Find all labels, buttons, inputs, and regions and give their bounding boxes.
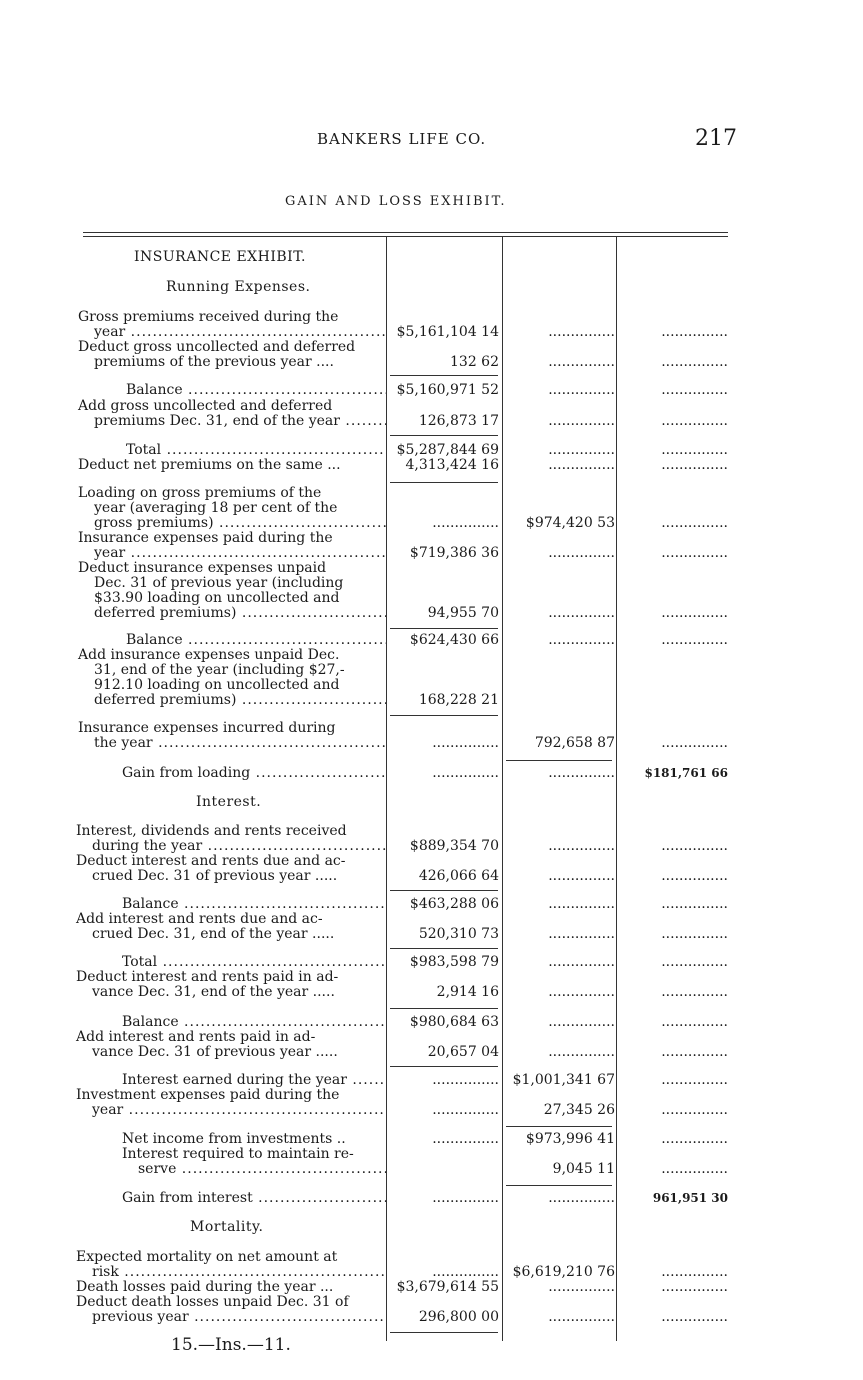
label-line: premiums of the previous year .... [94, 355, 334, 370]
subtotal-rule [506, 760, 612, 761]
top-rule-2 [83, 236, 728, 237]
subtotal-rule [390, 1332, 498, 1333]
amount-c2: ............... [548, 954, 615, 970]
amount-c2: ............... [548, 838, 615, 854]
amount-c3: ............... [661, 926, 728, 942]
amount-c2: ............... [548, 1014, 615, 1030]
label-line: Deduct net premiums on the same ... [78, 458, 341, 473]
label-line: Deduct gross uncollected and deferred [78, 340, 356, 355]
label-line: serve ..... [74, 1162, 386, 1177]
amount-c3: 961,951 30 [652, 1191, 728, 1205]
label-line: 912.10 loading on uncollected and [94, 678, 340, 693]
heading-text: Interest. [196, 795, 262, 810]
amount-c1: ............... [432, 765, 499, 781]
row-label [74, 1295, 386, 1325]
subtotal-rule [390, 482, 498, 483]
column-divider-3 [616, 236, 617, 1341]
amount-c1: $889,354 70 [409, 838, 499, 854]
label-line: gross premiums) ..... [74, 516, 386, 531]
amount-c2: 27,345 26 [543, 1102, 615, 1118]
amount-c1: ............... [432, 1264, 499, 1280]
amount-c3: ............... [661, 515, 728, 531]
amount-c3: ............... [661, 605, 728, 621]
heading-text: INSURANCE EXHIBIT. [134, 250, 306, 265]
label-line: year ..... [74, 546, 386, 561]
label-line: $33.90 loading on uncollected and [94, 591, 340, 606]
row-label [74, 1088, 386, 1118]
amount-c2: ............... [548, 382, 615, 398]
label-line: Deduct interest and rents due and ac- [76, 854, 346, 869]
row-label [74, 897, 386, 912]
label-line: 31, end of the year (including $27,- [94, 663, 345, 678]
amount-c3: ............... [661, 457, 728, 473]
amount-c2: ............... [548, 984, 615, 1000]
amount-c2: ............... [548, 1309, 615, 1325]
amount-c2: 9,045 11 [552, 1161, 615, 1177]
amount-c1: $624,430 66 [409, 632, 499, 648]
label-line: Add interest and rents paid in ad- [76, 1030, 316, 1045]
amount-c1: ............... [432, 1072, 499, 1088]
label-line: crued Dec. 31 of previous year ..... [92, 869, 338, 884]
label-line: premiums Dec. 31, end of the year ..... [74, 414, 386, 429]
label-line: Balance ..... [74, 1015, 386, 1030]
amount-c1: $5,287,844 69 [396, 442, 499, 458]
label-line: vance Dec. 31 of previous year ..... [92, 1045, 338, 1060]
row-label [74, 399, 386, 429]
label-line: Gross premiums received during the [78, 310, 339, 325]
amount-c2: ............... [548, 605, 615, 621]
amount-c1: $5,160,971 52 [396, 382, 499, 398]
row-label [74, 1073, 386, 1088]
row-label [74, 1132, 386, 1147]
label-line: Insurance expenses incurred during [78, 721, 336, 736]
amount-c2: ............... [548, 1279, 615, 1295]
amount-c3: ............... [661, 1279, 728, 1295]
row-label [74, 1030, 386, 1060]
amount-c2: ............... [548, 632, 615, 648]
label-line: Add gross uncollected and deferred [78, 399, 333, 414]
row-label [74, 721, 386, 751]
subtotal-rule [390, 1008, 498, 1009]
subtotal-rule [390, 375, 498, 376]
label-line: Net income from investments .. [122, 1132, 346, 1147]
row-label [74, 766, 386, 781]
amount-c2: ............... [548, 896, 615, 912]
amount-c2: $974,420 53 [525, 515, 615, 531]
row-label [74, 824, 386, 854]
label-line: year (averaging 18 per cent of the [94, 501, 338, 516]
amount-c1: ............... [432, 735, 499, 751]
amount-c2: ............... [548, 457, 615, 473]
amount-c3: ............... [661, 984, 728, 1000]
label-line: Gain from loading ..... [74, 766, 386, 781]
top-rule-1 [83, 232, 728, 233]
amount-c1: ............... [432, 1190, 499, 1206]
label-line: risk ..... [74, 1265, 386, 1280]
subtotal-rule [390, 890, 498, 891]
label-line: Loading on gross premiums of the [78, 486, 322, 501]
subtotal-rule [390, 948, 498, 949]
amount-c3: ............... [661, 1102, 728, 1118]
heading-text: Running Expenses. [166, 280, 311, 295]
row-label [74, 648, 386, 708]
page-number: 217 [695, 126, 737, 151]
label-line: Balance ..... [74, 383, 386, 398]
amount-c1: 126,873 17 [418, 413, 499, 429]
amount-c3: ............... [661, 632, 728, 648]
label-line: Interest, dividends and rents received [76, 824, 347, 839]
amount-c1: 426,066 64 [418, 868, 499, 884]
amount-c2: ............... [548, 413, 615, 429]
amount-c3: ............... [661, 735, 728, 751]
label-line: during the year ..... [74, 839, 386, 854]
label-line: the year ..... [74, 736, 386, 751]
subtotal-rule [390, 715, 498, 716]
label-line: Interest earned during the year ..... [74, 1073, 386, 1088]
row-label [74, 1191, 386, 1206]
amount-c2: ............... [548, 545, 615, 561]
label-line: Gain from interest ..... [74, 1191, 386, 1206]
amount-c1: 132 62 [450, 354, 499, 370]
amount-c3: ............... [661, 442, 728, 458]
amount-c3: ............... [661, 545, 728, 561]
label-line: Deduct death losses unpaid Dec. 31 of [76, 1295, 349, 1310]
amount-c1: 168,228 21 [418, 692, 499, 708]
amount-c2: $973,996 41 [525, 1131, 615, 1147]
row-label [74, 1147, 386, 1177]
label-line: year ..... [74, 1103, 386, 1118]
amount-c2: $6,619,210 76 [512, 1264, 615, 1280]
label-line: Deduct interest and rents paid in ad- [76, 970, 339, 985]
amount-c3: ............... [661, 1072, 728, 1088]
amount-c3: ............... [661, 382, 728, 398]
amount-c1: $463,288 06 [409, 896, 499, 912]
amount-c1: 4,313,424 16 [405, 457, 499, 473]
row-label [74, 250, 386, 265]
heading-text: Mortality. [190, 1220, 264, 1235]
amount-c1: ............... [432, 1102, 499, 1118]
row-label [74, 458, 386, 473]
amount-c3: ............... [661, 324, 728, 340]
label-line: Interest required to maintain re- [122, 1147, 354, 1162]
row-label [74, 531, 386, 561]
row-label [74, 633, 386, 648]
subtotal-rule [390, 1066, 498, 1067]
amount-c3: ............... [661, 1131, 728, 1147]
amount-c3: ............... [661, 1264, 728, 1280]
row-label [74, 1015, 386, 1030]
label-line: Insurance expenses paid during the [78, 531, 333, 546]
amount-c1: $983,598 79 [409, 954, 499, 970]
amount-c3: ............... [661, 954, 728, 970]
amount-c2: ............... [548, 1044, 615, 1060]
row-label [74, 1280, 386, 1295]
label-line: Investment expenses paid during the [76, 1088, 340, 1103]
label-line: Total ..... [74, 443, 386, 458]
amount-c2: ............... [548, 926, 615, 942]
row-label [74, 561, 386, 621]
amount-c1: $980,684 63 [409, 1014, 499, 1030]
amount-c1: $3,679,614 55 [396, 1279, 499, 1295]
amount-c1: 520,310 73 [418, 926, 499, 942]
label-line: Death losses paid during the year ... [76, 1280, 334, 1295]
label-line: previous year ..... [74, 1310, 386, 1325]
amount-c3: ............... [661, 896, 728, 912]
row-label [74, 912, 386, 942]
row-label [74, 854, 386, 884]
amount-c1: 2,914 16 [436, 984, 499, 1000]
amount-c1: $5,161,104 14 [396, 324, 499, 340]
label-line: Balance ..... [74, 633, 386, 648]
label-line: crued Dec. 31, end of the year ..... [92, 927, 335, 942]
page-header [0, 126, 863, 156]
amount-c2: ............... [548, 1190, 615, 1206]
subtotal-rule [390, 435, 498, 436]
row-label [74, 443, 386, 458]
amount-c3: ............... [661, 354, 728, 370]
label-line: Dec. 31 of previous year (including [94, 576, 344, 591]
amount-c1: 20,657 04 [427, 1044, 499, 1060]
amount-c2: ............... [548, 868, 615, 884]
row-label [74, 280, 386, 295]
amount-c3: ............... [661, 1014, 728, 1030]
label-line: deferred premiums) ..... [74, 606, 386, 621]
label-line: Add insurance expenses unpaid Dec. [78, 648, 340, 663]
label-line: Total ..... [74, 955, 386, 970]
amount-c1: 94,955 70 [427, 605, 499, 621]
subtotal-rule [506, 1185, 612, 1186]
amount-c3: $181,761 66 [644, 766, 728, 780]
amount-c2: ............... [548, 354, 615, 370]
label-line: deferred premiums) ..... [74, 693, 386, 708]
label-line: vance Dec. 31, end of the year ..... [92, 985, 335, 1000]
amount-c3: ............... [661, 1044, 728, 1060]
amount-c1: ............... [432, 515, 499, 531]
page-footer: 15.—Ins.—11. [171, 1335, 291, 1355]
label-line: Deduct insurance expenses unpaid [78, 561, 327, 576]
amount-c3: ............... [661, 868, 728, 884]
amount-c3: ............... [661, 1161, 728, 1177]
label-line: Add interest and rents due and ac- [76, 912, 323, 927]
amount-c2: $1,001,341 67 [512, 1072, 615, 1088]
exhibit-title: GAIN AND LOSS EXHIBIT. [285, 194, 507, 209]
amount-c1: ............... [432, 1131, 499, 1147]
amount-c1: 296,800 00 [418, 1309, 499, 1325]
label-line: Expected mortality on net amount at [76, 1250, 338, 1265]
row-label [74, 486, 386, 531]
amount-c1: $719,386 36 [409, 545, 499, 561]
row-label [74, 310, 386, 340]
amount-c3: ............... [661, 1309, 728, 1325]
amount-c2: ............... [548, 324, 615, 340]
row-label [74, 795, 386, 810]
label-line: Balance ..... [74, 897, 386, 912]
row-label [74, 970, 386, 1000]
column-divider-2 [502, 236, 503, 1341]
amount-c2: ............... [548, 442, 615, 458]
amount-c3: ............... [661, 838, 728, 854]
column-divider-1 [386, 236, 387, 1341]
amount-c2: 792,658 87 [534, 735, 615, 751]
row-label [74, 383, 386, 398]
row-label [74, 340, 386, 370]
amount-c3: ............... [661, 413, 728, 429]
subtotal-rule [506, 1126, 612, 1127]
row-label [74, 1220, 386, 1235]
page-header-title: BANKERS LIFE CO. [317, 130, 487, 148]
row-label [74, 1250, 386, 1280]
amount-c2: ............... [548, 765, 615, 781]
row-label [74, 955, 386, 970]
subtotal-rule [390, 628, 498, 629]
label-line: year ..... [74, 325, 386, 340]
